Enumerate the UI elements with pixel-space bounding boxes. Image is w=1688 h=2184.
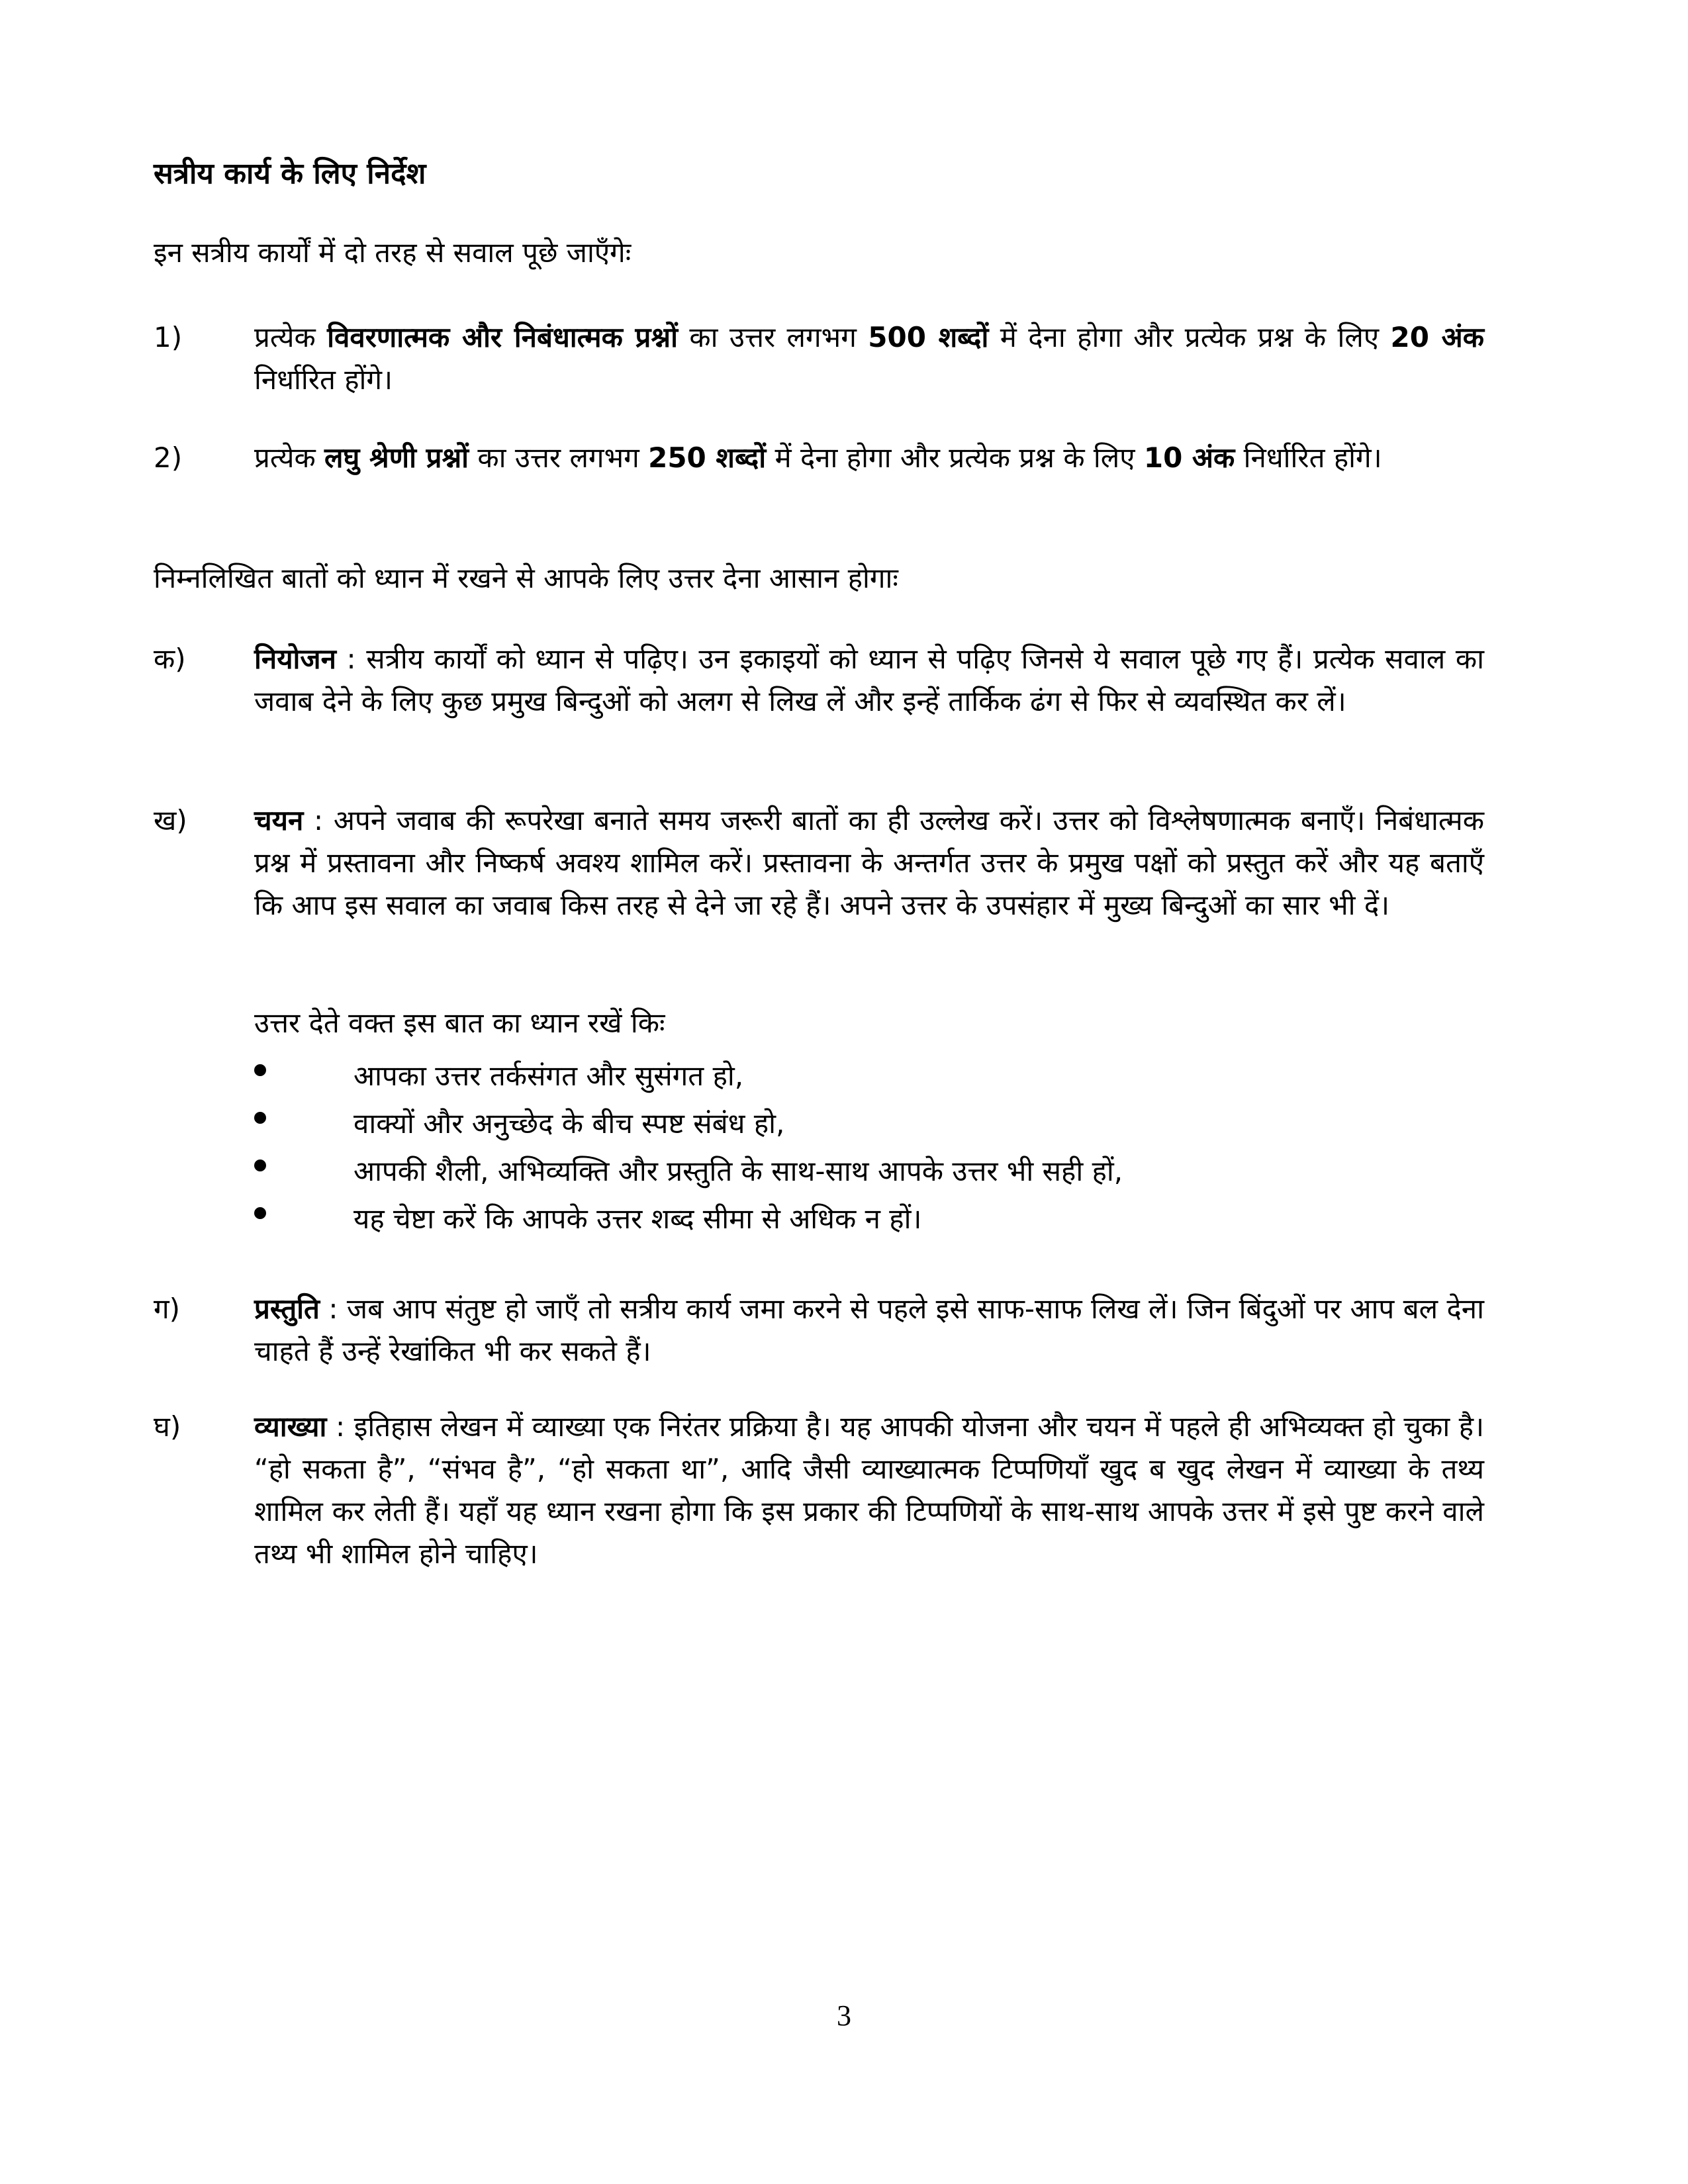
bold-phrase: 20 अंक <box>1390 321 1485 353</box>
item-marker: 1) <box>154 321 183 353</box>
list-item: वाक्यों और अनुच्छेद के बीच स्पष्ट संबंध हो, <box>254 1103 1484 1145</box>
bullet-icon <box>254 1160 266 1171</box>
list-item: आपकी शैली, अभिव्यक्ति और प्रस्तुति के साथ-साथ आपके उत्तर भी सही हों, <box>254 1150 1484 1193</box>
item-text: नियोजन : सत्रीय कार्यों को ध्यान से पढ़िए। उन इकाइयों को ध्यान से पढ़िए जिनसे ये सवाल पूछे गए हैं। प्रत्येक सवाल का जवाब देने के लिए कुछ प्रमुख बिन्दुओं को अलग से लिख लें और इन्हें तार्किक ढंग से फिर से व्यवस्थित कर लें। <box>254 643 1484 717</box>
bullet-icon <box>254 1064 266 1076</box>
page-heading: सत्रीय कार्य के लिए निर्देश <box>154 157 426 191</box>
bold-phrase: विवरणात्मक और निबंधात्मक प्रश्नों <box>327 321 678 353</box>
guideline-selection <box>154 799 1484 969</box>
guideline-title: व्याख्या <box>254 1410 327 1443</box>
question-type-2 <box>154 437 1484 523</box>
guideline-title: चयन <box>254 804 304 837</box>
guideline-planning <box>154 638 1484 765</box>
list-item: यह चेष्टा करें कि आपके उत्तर शब्द सीमा से अधिक न हों। <box>254 1198 1484 1240</box>
bold-phrase: लघु श्रेणी प्रश्नों <box>324 441 469 474</box>
list-item: आपका उत्तर तर्कसंगत और सुसंगत हो, <box>254 1055 1484 1097</box>
page-number: 3 <box>837 1999 851 2032</box>
guideline-interpretation <box>154 1406 1484 1617</box>
guideline-presentation <box>154 1288 1484 1374</box>
bold-phrase: 500 शब्दों <box>868 321 989 353</box>
bullet-icon <box>254 1112 266 1124</box>
bullet-icon <box>254 1207 266 1219</box>
item-text: प्रस्तुति : जब आप संतुष्ट हो जाएँ तो सत्रीय कार्य जमा करने से पहले इसे साफ-साफ लिख लें। जिन बिंदुओं पर आप बल देना चाहते हैं उन्हें रेखांकित भी कर सकते हैं। <box>254 1293 1484 1367</box>
intro-text: इन सत्रीय कार्यों में दो तरह से सवाल पूछे जाएँगेः <box>154 236 632 269</box>
question-type-1 <box>154 316 1484 402</box>
item-text: प्रत्येक लघु श्रेणी प्रश्नों का उत्तर लगभग 250 शब्दों में देना होगा और प्रत्येक प्रश्न के लिए 10 अंक निर्धारित होंगे। <box>254 441 1382 474</box>
answer-points-list <box>254 1055 1484 1246</box>
item-marker: क) <box>154 643 186 675</box>
item-text: व्याख्या : इतिहास लेखन में व्याख्या एक निरंतर प्रक्रिया है। यह आपकी योजना और चयन में पहले ही अभिव्यक्त हो चुका है। “हो सकता है”, “संभव है”, “हो सकता था”, आदि जैसी व्याख्यात्मक टिप्पणियाँ खुद ब खुद लेखन में व्याख्या के तथ्य शामिल कर लेती हैं। यहाँ यह ध्यान रखना होगा कि इस प्रकार की टिप्पणियों के साथ-साथ आपके उत्तर में इसे पुष्ट करने वाले तथ्य भी शामिल होने चाहिए। <box>254 1410 1484 1570</box>
item-marker: ग) <box>154 1293 181 1325</box>
guideline-title: नियोजन <box>254 643 336 675</box>
answer-note: उत्तर देते वक्त इस बात का ध्यान रखें किः <box>254 1007 665 1039</box>
bold-phrase: 250 शब्दों <box>648 441 767 474</box>
item-text: प्रत्येक विवरणात्मक और निबंधात्मक प्रश्नों का उत्तर लगभग 500 शब्दों में देना होगा और प्रत्येक प्रश्न के लिए 20 अंक निर्धारित होंगे। <box>254 321 1485 396</box>
item-text: चयन : अपने जवाब की रूपरेखा बनाते समय जरूरी बातों का ही उल्लेख करें। उत्तर को विश्लेषणात्मक बनाएँ। निबंधात्मक प्रश्न में प्रस्तावना और निष्कर्ष अवश्य शामिल करें। प्रस्तावना के अन्तर्गत उत्तर के प्रमुख पक्षों को प्रस्तुत करें और यह बताएँ कि आप इस सवाल का जवाब किस तरह से देने जा रहे हैं। अपने उत्तर के उपसंहार में मुख्य बिन्दुओं का सार भी दें। <box>254 804 1484 921</box>
guidance-intro: निम्नलिखित बातों को ध्यान में रखने से आपके लिए उत्तर देना आसान होगाः <box>154 562 898 594</box>
item-marker: घ) <box>154 1410 181 1443</box>
item-marker: 2) <box>154 441 183 474</box>
bold-phrase: 10 अंक <box>1143 441 1235 474</box>
item-marker: ख) <box>154 804 187 837</box>
guideline-title: प्रस्तुति <box>254 1293 320 1325</box>
